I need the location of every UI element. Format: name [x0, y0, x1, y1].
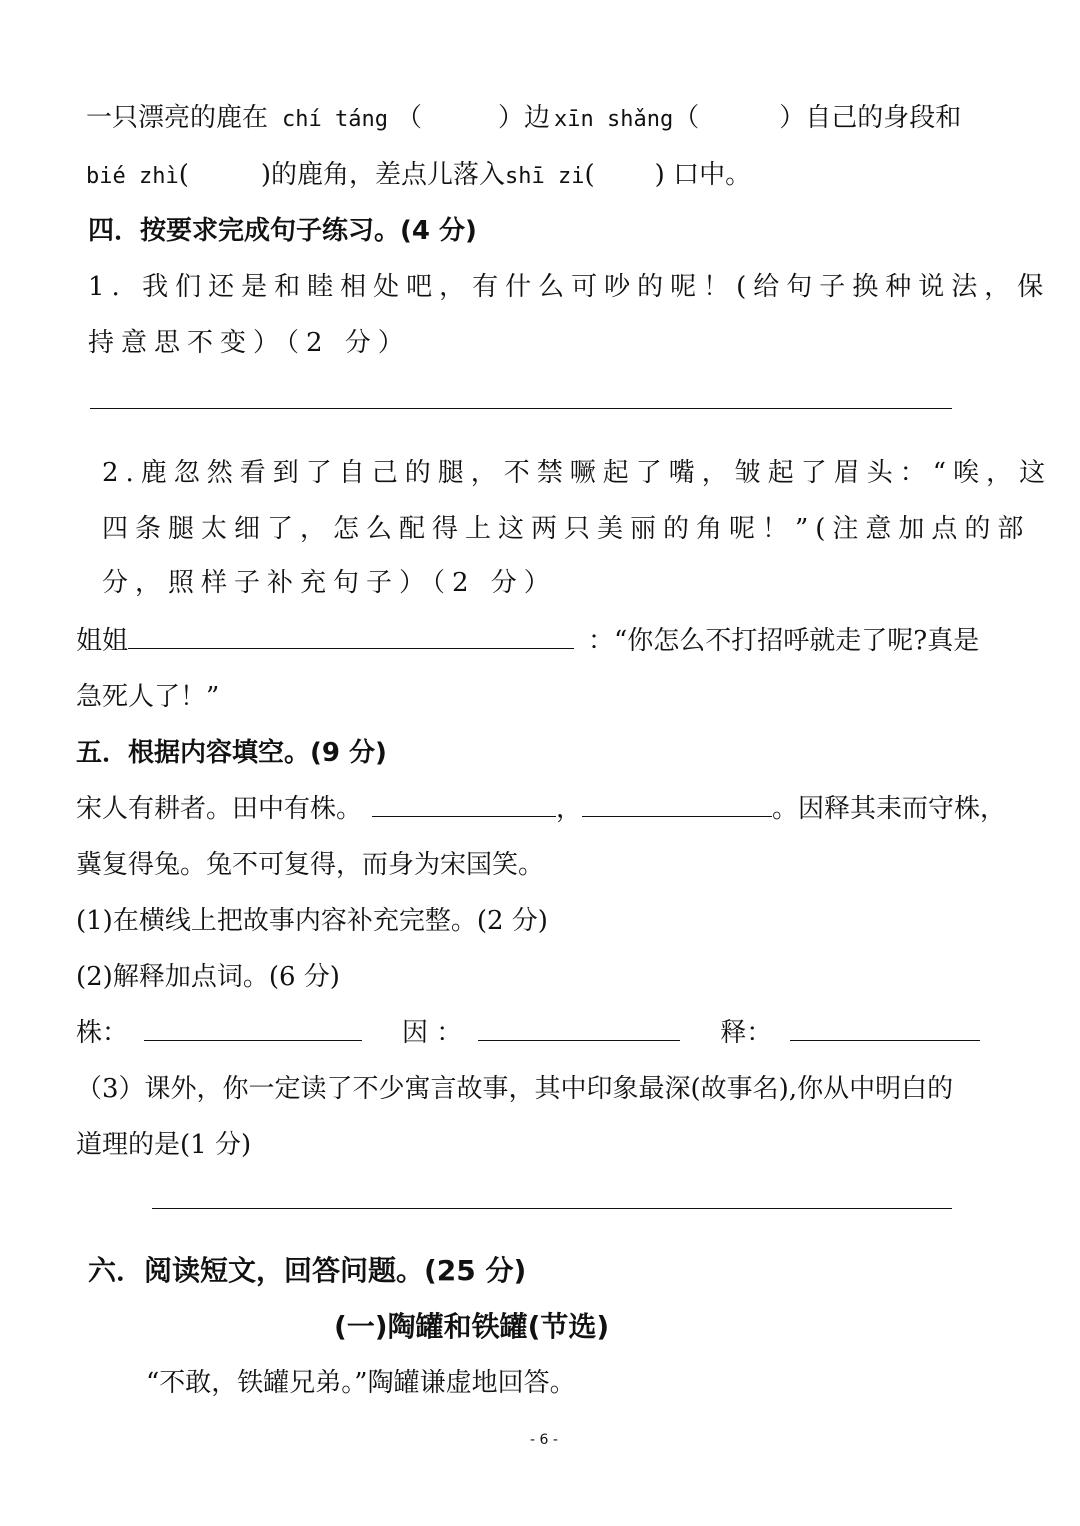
sister-quote: ：“你怎么不打招呼就走了呢?真是 [588, 626, 980, 656]
section-5-text-line1 [76, 792, 1006, 826]
section-4-q1-line1: 1. 我们还是和睦相处吧，有什么可吵的呢！(给句子换种说法，保 [88, 272, 1051, 302]
story-comma: ， [556, 794, 583, 824]
answer-blank-story-2[interactable] [582, 794, 772, 817]
story-text-a: 宋人有耕者。田中有株。 [76, 794, 363, 824]
story-text-b: 。因释其耒而守株， [772, 794, 1007, 824]
sister-label: 姐姐 [76, 626, 129, 656]
answer-blank-yin[interactable] [478, 1018, 680, 1041]
section-5-sub1: (1)在横线上把故事内容补充完整。(2 分) [76, 906, 548, 936]
answer-blank-sister[interactable] [128, 626, 574, 649]
answer-blank-shi[interactable] [790, 1018, 980, 1041]
word-yin-label: 因 ： [402, 1018, 463, 1048]
section-5-sub3-line2: 道理的是(1 分) [76, 1130, 252, 1160]
pinyin-chi-tang: chí táng [282, 107, 388, 132]
word-zhu-label: 株： [76, 1018, 129, 1048]
page-number: - 6 - [530, 1432, 558, 1448]
section-5-title: 五．根据内容填空。(9 分) [76, 738, 387, 768]
pinyin-bie-zhi: bié zhì [86, 164, 179, 189]
blank-paren-open-2: （ [673, 103, 700, 133]
pinyin-line-2 [86, 158, 751, 194]
section-4-q2-line4 [76, 624, 979, 658]
section-4-q2-line1: 2.鹿忽然看到了自己的腿，不禁噘起了嘴，皱起了眉头：“唉，这 [102, 458, 1053, 488]
word-shi-label: 释： [720, 1018, 773, 1048]
blank-paren-close-2: ）自己的身段和 [779, 103, 962, 133]
section-5-text-line2: 冀复得兔。兔不可复得，而身为宋国笑。 [76, 850, 545, 880]
blank-paren-open-4: ( [584, 160, 595, 190]
section-6-subtitle: (一)陶罐和铁罐(节选) [334, 1310, 610, 1343]
section-4-q2-line5: 急死人了！” [76, 682, 220, 712]
blank-paren-close-1: ）边 [498, 103, 551, 133]
section-4-q2-line2: 四条腿太细了，怎么配得上这两只美丽的角呢！”(注意加点的部 [102, 514, 1031, 544]
pinyin-xin-shang: xīn shǎng [554, 107, 674, 132]
blank-paren-close-3: )的鹿角，差点儿落入 [260, 160, 506, 190]
pinyin-line-1-text: 一只漂亮的鹿在 [86, 103, 269, 133]
section-5-sub2: (2)解释加点词。(6 分) [76, 962, 340, 992]
answer-blank-zhu[interactable] [144, 1018, 362, 1041]
blank-paren-open-3: ( [178, 160, 189, 190]
section-4-title: 四．按要求完成句子练习。(4 分) [88, 216, 477, 246]
blank-paren-close-4: ) 口中。 [654, 160, 752, 190]
section-6-paragraph: “不敢，铁罐兄弟。”陶罐谦虚地回答。 [146, 1368, 576, 1398]
pinyin-line-1 [86, 101, 961, 137]
section-6-title: 六．阅读短文，回答问题。(25 分) [88, 1254, 527, 1287]
pinyin-shi-zi: shī zi [505, 164, 585, 189]
blank-paren-open-1: （ [395, 103, 422, 133]
answer-line-moral[interactable] [152, 1208, 952, 1209]
word-explain-row [76, 1016, 980, 1050]
section-5-sub3-line1: （3）课外，你一定读了不少寓言故事，其中印象最深(故事名),你从中明白的 [76, 1074, 954, 1104]
section-4-q1-line2: 持意思不变）（2 分） [88, 328, 411, 358]
answer-blank-story-1[interactable] [372, 794, 556, 817]
section-4-q2-line3: 分，照样子补充句子）（2 分） [102, 568, 557, 598]
answer-line-q1[interactable] [90, 408, 952, 409]
